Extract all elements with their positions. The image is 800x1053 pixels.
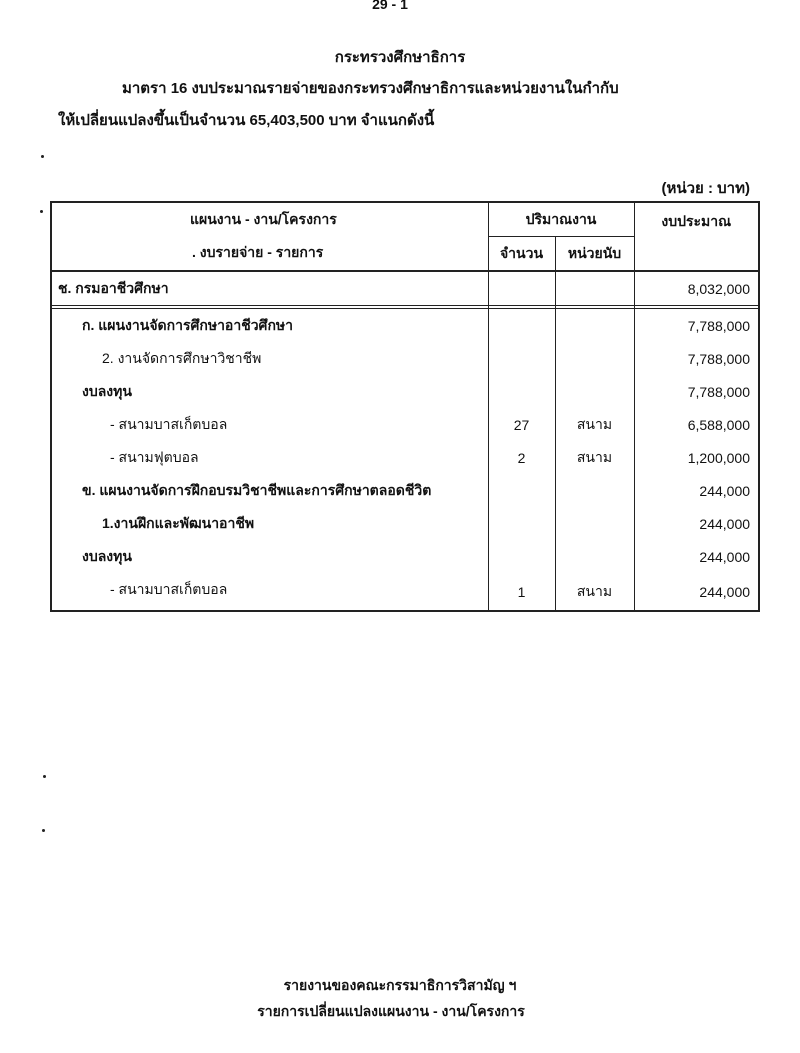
row-unit [555, 540, 634, 573]
row-count [488, 507, 555, 540]
row-amount: 6,588,000 [634, 408, 759, 441]
row-amount: 244,000 [634, 507, 759, 540]
column-header-unit: หน่วยนับ [555, 237, 634, 272]
department-row [51, 271, 759, 306]
section-heading: มาตรา 16 งบประมาณรายจ่ายของกระทรวงศึกษาธิการและหน่วยงานในกำกับ [122, 80, 619, 97]
row-unit: สนาม [555, 441, 634, 474]
row-unit: สนาม [555, 573, 634, 611]
row-count [488, 309, 555, 343]
row-count: 27 [488, 408, 555, 441]
row-label: ข. แผนงานจัดการฝึกอบรมวิชาชีพและการศึกษาตลอดชีวิต [51, 474, 488, 507]
column-header-quantity: ปริมาณงาน [488, 202, 634, 237]
row-amount: 7,788,000 [634, 342, 759, 375]
department-unit [555, 271, 634, 306]
row-amount: 7,788,000 [634, 309, 759, 343]
row-unit [555, 342, 634, 375]
table-row [51, 408, 759, 441]
row-count: 2 [488, 441, 555, 474]
column-header-plan-sub: . งบรายจ่าย - รายการ [51, 237, 488, 272]
row-amount: 244,000 [634, 573, 759, 611]
row-count [488, 375, 555, 408]
stray-dot [43, 775, 46, 778]
row-count [488, 342, 555, 375]
row-label: ก. แผนงานจัดการศึกษาอาชีวศึกษา [51, 309, 488, 343]
row-label: - สนามบาสเก็ตบอล [51, 573, 488, 611]
column-header-count: จำนวน [488, 237, 555, 272]
row-amount: 244,000 [634, 474, 759, 507]
row-label: - สนามฟุตบอล [51, 441, 488, 474]
table-row [51, 441, 759, 474]
stray-dot [41, 155, 44, 158]
table-row [51, 309, 759, 343]
row-count [488, 474, 555, 507]
row-label: - สนามบาสเก็ตบอล [51, 408, 488, 441]
row-amount: 244,000 [634, 540, 759, 573]
row-label: งบลงทุน [51, 540, 488, 573]
table-row [51, 507, 759, 540]
column-header-plan: แผนงาน - งาน/โครงการ [51, 202, 488, 237]
row-amount: 1,200,000 [634, 441, 759, 474]
row-unit [555, 375, 634, 408]
row-label: งบลงทุน [51, 375, 488, 408]
stray-dot [40, 210, 43, 213]
unit-note: (หน่วย : บาท) [661, 180, 750, 197]
row-amount: 7,788,000 [634, 375, 759, 408]
row-label: 2. งานจัดการศึกษาวิชาชีพ [51, 342, 488, 375]
department-count [488, 271, 555, 306]
ministry-title: กระทรวงศึกษาธิการ [334, 49, 466, 66]
department-amount: 8,032,000 [634, 271, 759, 306]
row-unit [555, 507, 634, 540]
row-unit [555, 474, 634, 507]
stray-dot [42, 829, 45, 832]
footer-report-title: รายงานของคณะกรรมาธิการวิสามัญ ฯ [283, 977, 517, 993]
row-unit [555, 309, 634, 343]
row-count [488, 540, 555, 573]
table-row [51, 474, 759, 507]
column-header-budget: งบประมาณ [634, 202, 759, 271]
table-row [51, 342, 759, 375]
table-row [51, 540, 759, 573]
department-label: ช. กรมอาชีวศึกษา [51, 271, 488, 306]
footer-report-subtitle: รายการเปลี่ยนแปลงแผนงาน - งาน/โครงการ [257, 1003, 525, 1019]
row-count: 1 [488, 573, 555, 611]
budget-table [50, 201, 760, 612]
row-unit: สนาม [555, 408, 634, 441]
row-label: 1.งานฝึกและพัฒนาอาชีพ [51, 507, 488, 540]
page-number: 29 - 1 [372, 0, 408, 12]
table-row [51, 375, 759, 408]
change-statement: ให้เปลี่ยนแปลงขึ้นเป็นจำนวน 65,403,500 บาท จำแนกดังนี้ [58, 112, 435, 129]
table-row [51, 573, 759, 611]
